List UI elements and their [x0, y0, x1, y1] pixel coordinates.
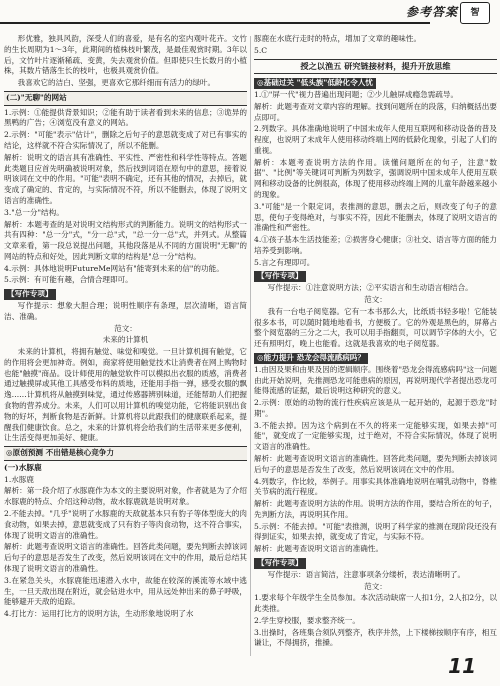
column-divider — [250, 36, 251, 656]
analysis-item: 解析：此题考查说明方法的作用。说明方法的作用，要结合所在的句子，先判断方法，再说明其作用。 — [254, 499, 497, 519]
section-title: (二)"无聊"的网站 — [4, 91, 247, 106]
header-rule — [0, 22, 430, 24]
answer-item: 1.示例：①能提供背景知识；②能有助于读者看到未来的信息；③诡异的黑鸭的广告；④浏览没有意义的网站。 — [4, 107, 247, 128]
analysis-item: 解析：说明文的语言具有准确性、平实性、严密性和科学性等特点。答题此类题目应首先明确被说明对象，然后找到词语在原句中的意思，接着说明该词在文中的作用。"可能"表明不确定，还有其他的情况，去掉后，就变成了确定的、肯定的，与实际情况不符，所以不能删去，体现了说明文语言的准确性。 — [4, 152, 247, 205]
analysis-item: 解析：本题考查的是对说明文结构形式的判断能力。说明文的结构形式一共有四种："总一分"式，"分一总"式，"总一分一总"式，并列式。从整篇文章来看，第一段总说提出问题，其他段落是从不同的方面说明"无聊"的网站的特点和好处，因此判断文章的结构是"总一分"结构。 — [4, 219, 247, 261]
sample-label: 范文： — [114, 323, 137, 333]
page-number: 11 — [448, 653, 476, 678]
analysis-item: 解析：此题考查说明文语言的准确性。 — [254, 544, 384, 554]
analysis-item: 解析：此题考查对文章内容的理解。找到问题所在的段落，归纳概括出要点即可。 — [254, 101, 497, 122]
answer-item: 3.在紧急关头，水豚鹿能迅速潜入水中，故能在较深的溪流等水域中逃生，一旦天敌出现在附近，就会钻进水中，用从远处伸出来的鼻子呼吸，能够避开天敌的追踪。 — [4, 575, 247, 607]
rule-item: 1.要求每个年级学生全员参加。本次活动缺席一人扣1分，2人扣2分，以此类推。 — [254, 593, 497, 614]
answer-continuation: 豚鹿在水底行走时的特点，增加了文章的趣味性。 — [254, 34, 422, 43]
answer-item: 5.言之有理即可。 — [254, 257, 315, 267]
part-title: (一)水豚鹿 — [4, 462, 42, 472]
analysis-item: 解析：此题考查说明文语言的准确性。回答此类问题，要先判断去掉该词后句子的意思是否发生了改变，然后说明该词在文中的作用。 — [254, 453, 497, 474]
writing-tag: 【写作专项】 — [254, 558, 306, 569]
writing-hint: 写作提示：想象大胆合理；说明性顺序有条理，层次清晰，语言简洁、准确。 — [4, 300, 247, 321]
sample-title: 未来的计算机 — [102, 335, 149, 345]
chapter-heading: 授之以渔五 研究链接材料，提升开放思维 — [254, 59, 497, 75]
answer-item: 3.不能去掉。因为这个病到在不久的将来一定能够实现，如果去掉"可能"，就变成了一定能够实现，过于绝对，不符合实际情况，体现了说明文语言的准确性。 — [254, 420, 497, 452]
intro-paragraph: 我喜欢它的洁白、坚强，更喜欢它那纤细而有活力的绿叶。 — [17, 78, 216, 88]
rule-item: 3.出操时，各班集合须队列整齐，秩序井然，上下楼梯按顺序有序，相互谦让，不得拥挤，推搡。 — [254, 627, 497, 648]
answer-item: 4.示例：具体地说明FutureMe网站有"能寄到未来的信"的功能。 — [4, 263, 224, 273]
right-column — [254, 34, 497, 662]
section-title: ◎原创预测 不出错是核心竞争力 — [4, 446, 247, 461]
sample-essay: 未来的计算机，将拥有触觉、味觉和嗅觉。一旦计算机拥有触觉，它的作用将会更加神奇。例如，商家将使用触觉技术让消费者在网上购物时也能"触摸"商品。设计师使用的触觉软件可以模拟出衣服的质感，消费者通过触摸屏或其他工具感受布料的质地，还能用手指一弹，感受衣服的飘逸……计算机将从触摸到味觉，通过传感器辨别味道，还能帮助人们把握食物的营养成分。未来，人们可以用计算机的嗅觉功能，它将能识别出食物的好坏，判断食物是否新鲜。计算机将以此跟我们的健康联系起来，提醒我们健康饮食。总之，未来的计算机将会给我们的生活带来更多便利，让生活变得更加美好、健康。 — [4, 347, 247, 443]
intro-paragraph: 形优雅，独具风韵，深受人们的喜爱，是有名的室内观叶花卉。文竹的生长周期为1～3年，此期间的植株枝叶繁茂，是最佳观赏时期。3年以后，文竹叶片逐渐稀疏、变黄，失去观赏价值。但即使只生长数月的小植株，其数片错落生长的枝叶，也极具观赏价值。 — [4, 34, 247, 76]
sample-label: 范文： — [364, 581, 387, 591]
answer-item: 2.示例：原始的动物的流行性疾病应该是从一起开始的，起源于恐龙"时期"。 — [254, 398, 497, 418]
writing-hint: 写作提示：语言简洁，注意事项条分缕析，表达清晰明了。 — [267, 569, 466, 579]
answer-item: 1.由因及果和由果及因的逻辑顺序。围绕着"恐龙会得流感病吗"这一问题由此开始说明，先推测恐龙可能患病的原因，再说明现代学者提出恐龙可能得流感的证据，最后说明这种研究的意义。 — [254, 364, 497, 396]
sample-label: 范文： — [364, 295, 387, 305]
answer-item: 2.不能去掉。"几乎"说明了水豚鹿的天敌就基本只有豹子等体型庞大的肉食动物，如果去掉，意思就变成了只有豹子等肉食动物，这不符合事实，体现了说明文语言的准确性。 — [4, 509, 247, 540]
section-tag: ◎能力提升 恐龙会得流感病吗？ — [254, 353, 368, 364]
answer-item: 1.①"屏一代"视力普遍出现问题；②少儿触屏成瘾急需疏导。 — [254, 89, 459, 99]
sample-essay: 我有一台电子阅览器。它有一本书那么大，比纸质书轻多啦！它能装很多本书，可以随时随地地看书，方便极了。它的外观是黑色的，屏幕占整个阅览器的三分之二大，我可以用手指翻页，可以调节字体的大小，它还有照明灯，晚上也能看。这就是我喜欢的电子阅览器。 — [254, 306, 497, 349]
analysis-item: 解析：第一段介绍了水豚鹿作为本文的主要说明对象，作者就是为了介绍水豚鹿的特点、介绍这种动物，故水豚鹿就是说明对象。 — [4, 486, 247, 507]
page-header — [0, 0, 500, 32]
analysis-item: 解析：本题考查说明方法的作用。读懂问题所在的句子，注意"数据"、"比例"等关键词可判断为列数字，强调说明中国未成年人使用互联网和移动设备的比例很高，体现了使用移动终端上网的儿童年龄越来越小的现象。 — [254, 157, 497, 200]
writing-tag: 【写作专项】 — [254, 271, 306, 282]
book-logo-icon: 智 — [460, 2, 490, 24]
answer-item: 4.①孩子基本生活技能差；②损害身心健康；③社交、语言等方面的能力培养受到影响。 — [254, 235, 497, 255]
answer-item: 4.列数字，作比较，举例子。用事实具体准确地说明在哺乳动物中，脊椎关节病的流行程度。 — [254, 476, 497, 497]
answer-item: 1.水豚鹿 — [4, 474, 35, 484]
header-title: 参考答案 — [405, 5, 458, 19]
answer-item: 5.示例：不能去掉。"可能"表推测，说明了科学家的推测在现阶段还没有得到证实，如果去掉，就变成了肯定，与实际不符。 — [254, 521, 497, 542]
answer-item: 3."可能"是一个限定词，表推测的意思，删去之后，则改变了句子的意思，使句子变得绝对，与事实不符，因此不能删去，体现了说明文语言的准确性和严密性。 — [254, 201, 497, 233]
left-column — [4, 34, 247, 662]
answer-item: 2.示例："可能"表示"估计"，删除之后句子的意思就变成了对已有事实的结论，这样就不符合实际情况了，所以不能删。 — [4, 130, 247, 151]
answer-item: 2.列数字。具体准确地说明了中国未成年人使用互联网和移动设备的普及程度，也说明了未成年人使用移动终端上网的低龄化现象，引起了人们的重视。 — [254, 124, 497, 155]
rule-item: 2.学生穿校服，要求整齐统一。 — [254, 615, 360, 625]
analysis-item: 解析：此题考查说明文语言的准确性。回答此类问题，要先判断去掉该词后句子的意思是否发生了改变，然后说明该词在文中的作用，最后总结其体现了说明文语言的准确性。 — [4, 542, 247, 573]
answer-item: 4.打比方：运用打比方的说明方法，生动形象地说明了水 — [4, 609, 194, 619]
answer-item: 5.示例：有可能有趣，合情合理即可。 — [4, 275, 133, 285]
writing-tag: 【写作专项】 — [4, 289, 56, 300]
section-tag: ◎基础过关 "低头族"低龄化令人忧 — [254, 78, 376, 89]
writing-hint: 写作提示：①注意说明方法；②平实语言和生动语言相结合。 — [267, 283, 473, 293]
answer-item: 5.C — [254, 45, 268, 55]
answer-item: 3."总一分"结构。 — [4, 207, 64, 217]
